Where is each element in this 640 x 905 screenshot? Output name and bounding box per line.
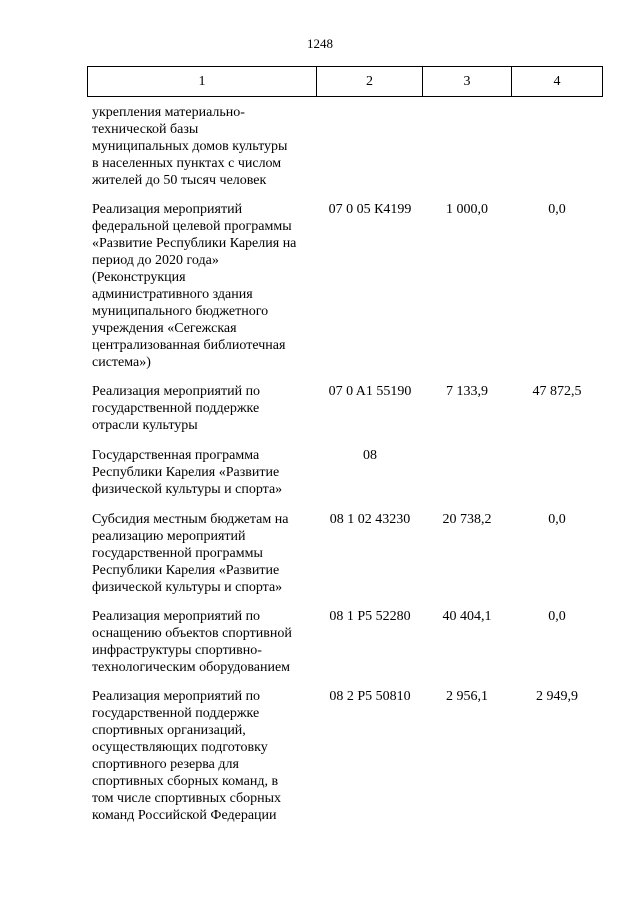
column-header-3: 3	[423, 67, 512, 97]
row-description: Реализация мероприятий по государственной поддержке отрасли культуры	[92, 384, 261, 433]
column-header-4: 4	[512, 67, 603, 97]
row-value-4: 47 872,5	[532, 384, 582, 399]
row-value-4: 0,0	[548, 202, 566, 217]
row-code: 08 2 P5 50810	[329, 689, 411, 704]
row-description: Реализация мероприятий по государственной поддержке спортивных организаций, осуществляющих подготовку спортивного резерва для спортивных сборных команд, в том числе спортивных сборных команд Российской Федерации	[92, 689, 282, 823]
row-value-4: 0,0	[548, 512, 566, 527]
page-number: 1248	[307, 36, 333, 51]
column-header-1: 1	[88, 67, 317, 97]
row-value-4: 2 949,9	[536, 689, 578, 704]
row-value-4: 0,0	[548, 609, 566, 624]
row-description: Субсидия местным бюджетам на реализацию мероприятий государственной программы Республики Карелия «Развитие физической культуры и спорта»	[92, 512, 289, 595]
row-description: укрепления материально- технической базы муниципальных домов культуры в населенных пунктах с числом жителей до 50 тысяч человек	[92, 105, 288, 188]
row-value-3: 40 404,1	[442, 609, 492, 624]
column-header-table	[87, 66, 603, 97]
row-code: 08	[363, 448, 377, 463]
row-code: 07 0 05 К4199	[328, 202, 412, 217]
column-header-2: 2	[317, 67, 423, 97]
row-value-3: 1 000,0	[446, 202, 488, 217]
row-description: Реализация мероприятий по оснащению объектов спортивной инфраструктуры спортивно- технологическим оборудованием	[92, 609, 292, 675]
row-code: 08 1 P5 52280	[329, 609, 411, 624]
row-description: Государственная программа Республики Карелия «Развитие физической культуры и спорта»	[92, 448, 283, 497]
row-value-3: 20 738,2	[442, 512, 492, 527]
row-value-3: 7 133,9	[446, 384, 488, 399]
column-header-row	[88, 67, 603, 97]
row-code: 08 1 02 43230	[329, 512, 411, 527]
row-description: Реализация мероприятий федеральной целевой программы «Развитие Республики Карелия на период до 2020 года» (Реконструкция административного здания муниципального бюджетного учреждения «Сегежская централизованная библиотечная система»)	[92, 202, 297, 370]
row-code: 07 0 A1 55190	[328, 384, 412, 399]
row-value-3: 2 956,1	[446, 689, 488, 704]
